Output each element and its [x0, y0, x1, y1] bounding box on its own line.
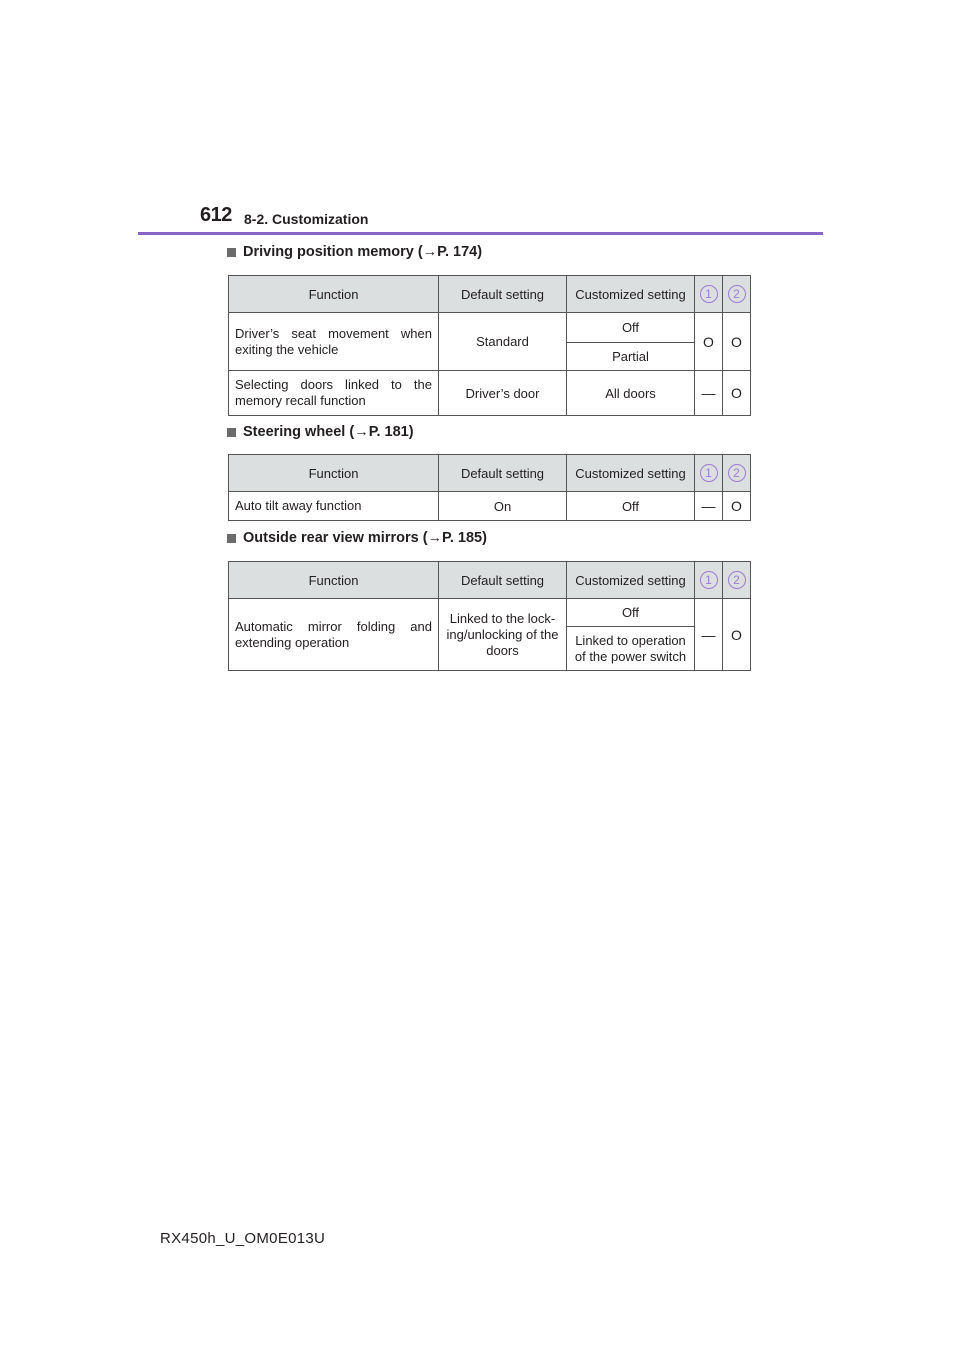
- table-header-row: [229, 276, 751, 313]
- function-cell: Auto tilt away function: [229, 492, 439, 521]
- col-function: Function: [229, 276, 439, 313]
- table-row: [229, 313, 751, 343]
- heading-outside-rear-view-mirrors: [227, 530, 487, 546]
- table-row: [229, 492, 751, 521]
- table-header-row: [229, 455, 751, 492]
- function-cell: Automatic mirror folding and extending operation: [229, 599, 439, 671]
- circled-2-icon: 2: [728, 571, 746, 589]
- bullet-square-icon: [227, 428, 236, 437]
- heading-steering-wheel: [227, 424, 414, 440]
- col-2: [723, 562, 751, 599]
- bullet-square-icon: [227, 248, 236, 257]
- table-driving-position-memory: [228, 275, 751, 416]
- bullet-square-icon: [227, 534, 236, 543]
- col-customized-setting: Customized setting: [567, 562, 695, 599]
- table-row: [229, 599, 751, 627]
- table-outside-rear-view-mirrors: [228, 561, 751, 671]
- custom-cell: Partial: [567, 343, 695, 371]
- header-rule: [138, 232, 823, 235]
- col-function: Function: [229, 455, 439, 492]
- col-default-setting: Default setting: [439, 276, 567, 313]
- col-1: [695, 562, 723, 599]
- col-default-setting: Default setting: [439, 562, 567, 599]
- heading-driving-position-memory: [227, 244, 482, 260]
- mark-1-cell: —: [695, 371, 723, 416]
- table-steering-wheel: [228, 454, 751, 521]
- mark-1-cell: —: [695, 492, 723, 521]
- section-title: 8-2. Customization: [244, 211, 369, 227]
- heading-text: Driving position memory (→P. 174): [243, 244, 483, 260]
- table-header-row: [229, 562, 751, 599]
- mark-2-cell: O: [723, 371, 751, 416]
- circled-2-icon: 2: [728, 464, 746, 482]
- col-function: Function: [229, 562, 439, 599]
- col-2: [723, 276, 751, 313]
- page-header: [0, 0, 960, 240]
- col-customized-setting: Customized setting: [567, 455, 695, 492]
- mark-2-cell: O: [723, 492, 751, 521]
- circled-1-icon: 1: [700, 464, 718, 482]
- custom-cell: Off: [567, 313, 695, 343]
- col-default-setting: Default setting: [439, 455, 567, 492]
- page-number: 612: [200, 204, 232, 226]
- col-2: [723, 455, 751, 492]
- default-cell: On: [439, 492, 567, 521]
- default-cell: Driver’s door: [439, 371, 567, 416]
- mark-2-cell: O: [723, 599, 751, 671]
- custom-cell: Linked to operation of the power switch: [567, 627, 695, 671]
- mark-2-cell: O: [723, 313, 751, 371]
- custom-cell: Off: [567, 599, 695, 627]
- default-cell: Standard: [439, 313, 567, 371]
- custom-cell: All doors: [567, 371, 695, 416]
- col-1: [695, 455, 723, 492]
- circled-1-icon: 1: [700, 285, 718, 303]
- circled-2-icon: 2: [728, 285, 746, 303]
- function-cell: Selecting doors linked to the memory recall function: [229, 371, 439, 416]
- col-1: [695, 276, 723, 313]
- circled-1-icon: 1: [700, 571, 718, 589]
- custom-cell: Off: [567, 492, 695, 521]
- default-cell: Linked to the lock-ing/unlocking of the doors: [439, 599, 567, 671]
- heading-text: Steering wheel (→P. 181): [243, 424, 414, 440]
- function-cell: Driver’s seat movement when exiting the vehicle: [229, 313, 439, 371]
- heading-text: Outside rear view mirrors (→P. 185): [243, 530, 487, 546]
- col-customized-setting: Customized setting: [567, 276, 695, 313]
- document-code: RX450h_U_OM0E013U: [160, 1230, 326, 1247]
- table-row: [229, 371, 751, 416]
- mark-1-cell: —: [695, 599, 723, 671]
- mark-1-cell: O: [695, 313, 723, 371]
